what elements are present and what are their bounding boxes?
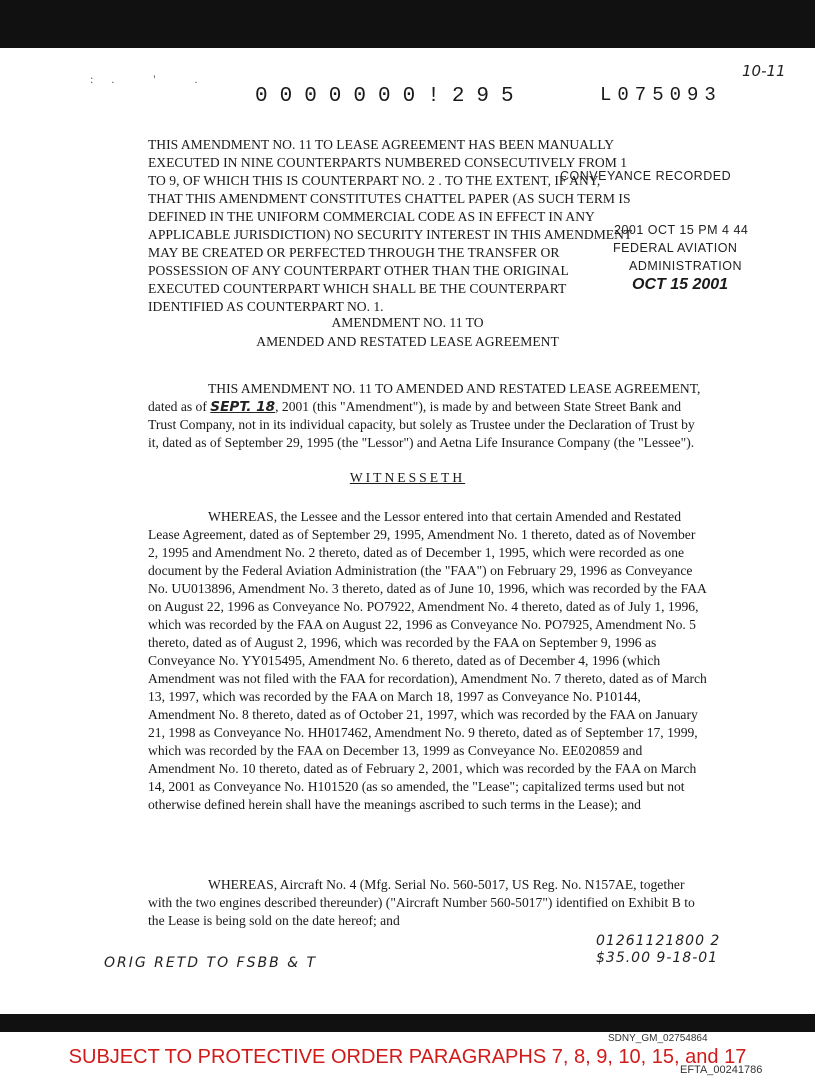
- faa-stamp-datetime: 2001 OCT 15 PM 4 44: [614, 223, 749, 237]
- title-line-1: AMENDMENT NO. 11 TO: [331, 315, 484, 330]
- legend-line: POSSESSION OF ANY COUNTERPART OTHER THAN THE ORIGINAL: [148, 263, 569, 278]
- handwritten-return-note: ORIG RETD TO FSBB & T: [104, 955, 318, 971]
- whereas-paragraph-2: WHEREAS, Aircraft No. 4 (Mfg. Serial No. 560-5017, US Reg. No. N157AE, together with the two engines described thereunder) ("Aircraft Number 560-5017") identified on Exhibit B to the Lease is being sold on the date hereof; and: [148, 877, 695, 928]
- handwritten-date: SEPT. 18: [210, 399, 276, 415]
- legend-line: EXECUTED COUNTERPART WHICH SHALL BE THE COUNTERPART: [148, 281, 567, 296]
- intro-paragraph: [148, 380, 708, 452]
- filing-date-stamp: OCT 15 2001: [632, 276, 729, 293]
- legend-line: EXECUTED IN NINE COUNTERPARTS NUMBERED CONSECUTIVELY FROM 1: [148, 155, 628, 170]
- intro-text-before: THIS AMENDMENT NO. 11 TO AMENDED AND RESTATED LEASE AGREEMENT, dated as of: [148, 381, 701, 414]
- faa-stamp-agency: FEDERAL AVIATION: [613, 241, 738, 255]
- faa-stamp-recorded: CONVEYANCE RECORDED: [560, 169, 732, 183]
- efta-number: EFTA_00241786: [680, 1064, 763, 1076]
- legend-line: TO 9, OF WHICH THIS IS COUNTERPART NO. 2 . TO THE EXTENT, IF ANY,: [148, 173, 601, 188]
- witnesseth-heading: WITNESSETH: [349, 470, 466, 485]
- legend-line: THIS AMENDMENT NO. 11 TO LEASE AGREEMENT HAS BEEN MANUALLY: [148, 137, 615, 152]
- document-title: [0, 313, 815, 351]
- lease-id: L075093: [600, 84, 722, 106]
- legend-line: APPLICABLE JURISDICTION) NO SECURITY INTEREST IN THIS AMENDMENT: [148, 227, 633, 242]
- top-scan-bar: [0, 0, 815, 48]
- legend-line: THAT THIS AMENDMENT CONSTITUTES CHATTEL PAPER (AS SUCH TERM IS: [148, 191, 631, 206]
- bates-number: SDNY_GM_02754864: [608, 1033, 708, 1044]
- protective-order-banner: SUBJECT TO PROTECTIVE ORDER PARAGRAPHS 7, 8, 9, 10, 15, and 17: [68, 1046, 747, 1068]
- legend-line: MAY BE CREATED OR PERFECTED THROUGH THE TRANSFER OR: [148, 245, 560, 260]
- intro-text-after: , 2001 (this "Amendment"), is made by and between State Street Bank and Trust Company, not in its individual capacity, but solely as Trustee under the Declaration of Trust by it, dated as of September 29, 1995 (the "Lessor") and Aetna Life Insurance Company (the "Lessee").: [148, 399, 695, 450]
- document-number: 0000000!295: [255, 85, 526, 108]
- whereas-paragraph-1: WHEREAS, the Lessee and the Lessor entered into that certain Amended and Restated Lease Agreement, dated as of September 29, 1995, Amendment No. 1 thereto, dated as of November 2, 1995 and Amendment No. 2 thereto, dated as of December 1, 1995, which were recorded as one document by the Federal Aviation Administration (the "FAA") on February 29, 1996 as Conveyance No. UU013896, Amendment No. 3 thereto, dated as of June 10, 1996, which was recorded by the FAA on August 22, 1996 as Conveyance No. PO7922, Amendment No. 4 thereto, dated as of July 1, 1996, which was recorded by the FAA on August 22, 1996 as Conveyance No. PO7925, Amendment No. 5 thereto, dated as of August 2, 1996, which was recorded by the FAA on September 9, 1996 as Conveyance No. YY015495, Amendment No. 6 thereto, dated as of December 4, 1996 (which Amendment was not filed with the FAA for recordation), Amendment No. 7 thereto, dated as of March 13, 1997, which was recorded by the FAA on March 18, 1997 as Conveyance No. P10144, Amendment No. 8 thereto, dated as of October 21, 1997, which was recorded by the FAA on January 21, 1998 as Conveyance No. HH017462, Amendment No. 9 thereto, dated as of September 17, 1999, which was recorded by the FAA on December 13, 1999 as Conveyance No. EE020859 and Amendment No. 10 thereto, dated as of February 2, 2001, which was recorded by the FAA on March 14, 2001 as Conveyance No. H101520 (as so amended, the "Lease"; capitalized terms used but not otherwise defined herein shall have the meanings ascribed to such terms in the Lease); and: [148, 509, 707, 812]
- title-line-2: AMENDED AND RESTATED LEASE AGREEMENT: [256, 334, 559, 349]
- scan-specks: :. ' .: [90, 72, 216, 86]
- handwritten-fee-amount: $35.00 9-18-01: [596, 950, 719, 966]
- handwritten-fee-id: 01261121800 2: [596, 933, 721, 949]
- faa-stamp-admin: ADMINISTRATION: [629, 259, 743, 273]
- handwritten-ref: 10-11: [742, 62, 786, 80]
- legend-line: DEFINED IN THE UNIFORM COMMERCIAL CODE AS IN EFFECT IN ANY: [148, 209, 595, 224]
- legend-line: IDENTIFIED AS COUNTERPART NO. 1.: [148, 299, 384, 314]
- bottom-scan-bar: [0, 1014, 815, 1032]
